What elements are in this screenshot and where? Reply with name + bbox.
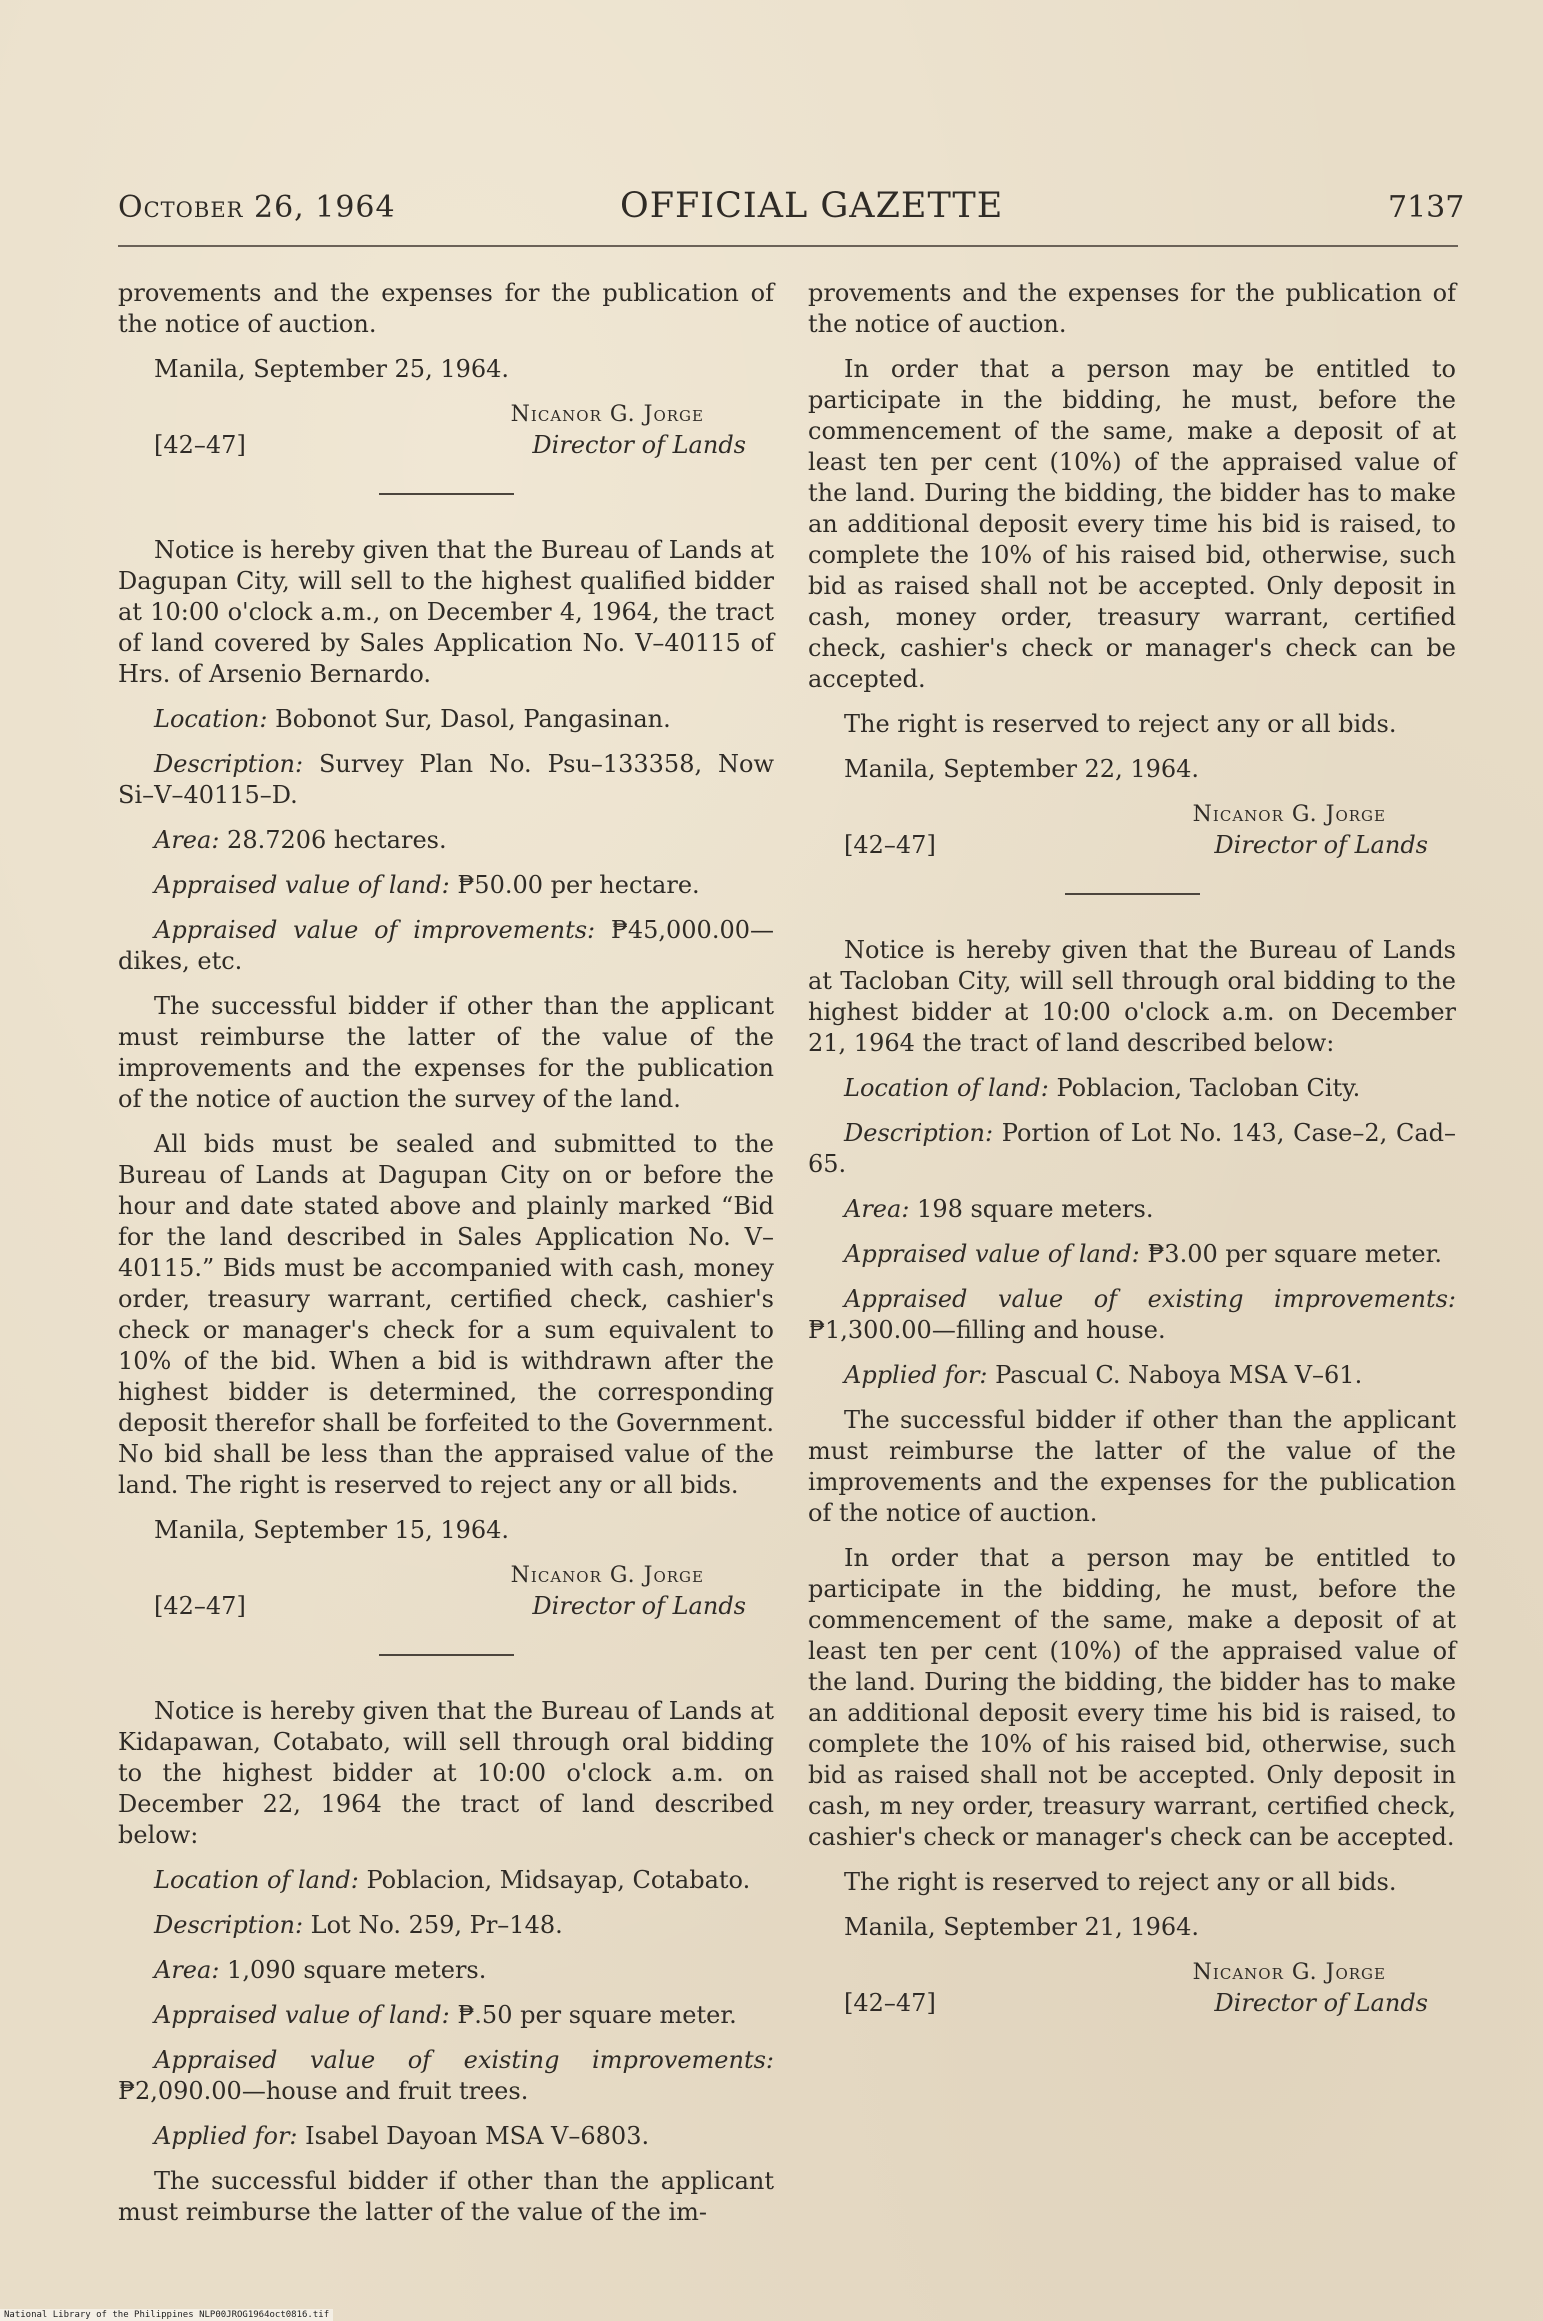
signature-block [808, 799, 1456, 869]
appraised-improvements-value: ₱1,300.00—filling and house. [808, 1316, 1166, 1344]
reimburse-paragraph: The successful bidder if other than the applicant must reimburse the latter of the value of the improvements and the expenses for the publication of the notice of auction the survey of the land. [118, 992, 774, 1113]
appraised-land-label: Appraised value of land: [844, 1240, 1140, 1268]
dateline: Manila, September 22, 1964. [844, 755, 1200, 783]
dateline: Manila, September 25, 1964. [154, 355, 510, 383]
signer-title: Director of Lands [532, 431, 746, 459]
description-line [118, 1910, 774, 1941]
applied-for-label: Applied for: [154, 2122, 298, 2150]
signer-name: Nicanor G. Jorge [510, 1563, 704, 1588]
appraised-land-line [808, 1239, 1456, 1270]
description-line [808, 1118, 1456, 1180]
publication-title: OFFICIAL GAZETTE [620, 186, 1004, 226]
appraised-land-line [118, 2000, 774, 2031]
appraised-land-value: ₱3.00 per square meter. [1147, 1240, 1443, 1268]
page-number: 7137 [1388, 190, 1465, 225]
signer-title: Director of Lands [1214, 831, 1428, 859]
notice-intro: Notice is hereby given that the Bureau of Lands at Tacloban City, will sell through oral bidding to the highest bidder at 10:00 o'clock a.m. on December 21, 1964 the tract of land described below: [808, 936, 1456, 1057]
description-value: Lot No. 259, Pr–148. [310, 1911, 563, 1939]
description-label: Description: [844, 1119, 994, 1147]
appraised-land-label: Appraised value of land: [154, 871, 450, 899]
area-label: Area: [844, 1195, 910, 1223]
area-line [808, 1194, 1456, 1225]
description-label: Description: [154, 1911, 304, 1939]
location-line [118, 704, 774, 735]
bids-paragraph: All bids must be sealed and submitted to the Bureau of Lands at Dagupan City on or before the hour and date stated above and plainly marked “Bid for the land described in Sales Application No. V–40115.” Bids must be accompanied with cash, money order, treasury warrant, certified check, cashier's check or manager's check for a sum equivalent to 10% of the bid. When a bid is withdrawn after the highest bidder is determined, the corresponding deposit therefor shall be forfeited to the Government. No bid shall be less than the appraised value of the land. The right is reserved to reject any or all bids. [118, 1130, 774, 1499]
appraised-improvements-line [118, 915, 774, 977]
left-column [118, 278, 774, 2242]
location-label: Location of land: [154, 1866, 359, 1894]
issue-number: [42–47] [154, 1592, 246, 1620]
page-header [118, 186, 1543, 240]
notice-divider [1065, 893, 1200, 895]
description-label: Description: [154, 750, 304, 778]
notice-continuation: provements and the expenses for the publication of the notice of auction. [808, 279, 1456, 338]
signature-block [118, 399, 774, 469]
header-rule [118, 245, 1458, 247]
location-label: Location of land: [844, 1074, 1049, 1102]
location-value: Poblacion, Midsayap, Cotabato. [366, 1866, 751, 1894]
signature-block [118, 1560, 774, 1630]
area-line [118, 825, 774, 856]
applied-for-line [808, 1360, 1456, 1391]
description-value: Portion of Lot No. 143, Case–2, Cad–65. [808, 1119, 1456, 1178]
applied-for-line [118, 2121, 774, 2152]
dateline: Manila, September 21, 1964. [844, 1913, 1200, 1941]
area-value: 198 square meters. [917, 1195, 1154, 1223]
signer-name: Nicanor G. Jorge [510, 402, 704, 427]
appraised-land-line [118, 870, 774, 901]
notice-continuation: provements and the expenses for the publication of the notice of auction. [118, 279, 774, 338]
notice-intro: Notice is hereby given that the Bureau of Lands at Dagupan City, will sell to the highest qualified bidder at 10:00 o'clock a.m., on December 4, 1964, the tract of land covered by Sales Application No. V–40115 of Hrs. of Arsenio Bernardo. [118, 536, 774, 688]
appraised-improvements-line [808, 1284, 1456, 1346]
appraised-improvements-label: Appraised value of existing improvements: [154, 2046, 774, 2074]
area-line [118, 1955, 774, 1986]
applied-for-label: Applied for: [844, 1361, 988, 1389]
appraised-improvements-value: ₱2,090.00—house and fruit trees. [118, 2077, 529, 2105]
description-value: Survey Plan No. Psu–133358, Now Si–V–40115–D. [118, 750, 774, 809]
reimburse-paragraph: The successful bidder if other than the applicant must reimburse the latter of the value of the improvements and the expenses for the publication of the notice of auction. [808, 1406, 1456, 1527]
signer-name: Nicanor G. Jorge [1192, 1960, 1386, 1985]
appraised-improvements-label: Appraised value of existing improvements: [844, 1285, 1456, 1313]
issue-number: [42–47] [844, 831, 936, 859]
signer-title: Director of Lands [1214, 1989, 1428, 2017]
signature-block [808, 1957, 1456, 2027]
scan-footer: National Library of the Philippines NLP00JROG1964oct0816.tif [0, 2309, 333, 2321]
notice-intro: Notice is hereby given that the Bureau of Lands at Kidapawan, Cotabato, will sell through oral bidding to the highest bidder at 10:00 o'clock a.m. on December 22, 1964 the tract of land described below: [118, 1697, 774, 1849]
deposit-paragraph: In order that a person may be entitled to participate in the bidding, he must, before the commencement of the same, make a deposit of at least ten per cent (10%) of the appraised value of the land. During the bidding, the bidder has to make an additional deposit every time his bid is raised, to complete the 10% of his raised bid, otherwise, such bid as raised shall not be accepted. Only deposit in cash, m ney order, treasury warrant, certified check, cashier's check or manager's check can be accepted. [808, 1544, 1456, 1851]
appraised-improvements-value: ₱45,000.00—dikes, etc. [118, 916, 774, 975]
reserve-paragraph: The right is reserved to reject any or all bids. [844, 1868, 1397, 1896]
notice-divider [379, 493, 514, 495]
location-value: Poblacion, Tacloban City. [1056, 1074, 1361, 1102]
applied-for-value: Pascual C. Naboya MSA V–61. [995, 1361, 1363, 1389]
location-line [808, 1073, 1456, 1104]
dateline: Manila, September 15, 1964. [154, 1516, 510, 1544]
signer-title: Director of Lands [532, 1592, 746, 1620]
appraised-improvements-label: Appraised value of improvements: [154, 916, 596, 944]
issue-date: October 26, 1964 [118, 190, 396, 225]
notice-divider [379, 1654, 514, 1656]
description-line [118, 749, 774, 811]
area-label: Area: [154, 826, 220, 854]
appraised-land-label: Appraised value of land: [154, 2001, 450, 2029]
area-value: 28.7206 hectares. [227, 826, 447, 854]
location-line [118, 1865, 774, 1896]
issue-number: [42–47] [844, 1989, 936, 2017]
reserve-paragraph: The right is reserved to reject any or all bids. [844, 710, 1397, 738]
location-label: Location: [154, 705, 268, 733]
area-value: 1,090 square meters. [227, 1956, 487, 1984]
applied-for-value: Isabel Dayoan MSA V–6803. [305, 2122, 650, 2150]
area-label: Area: [154, 1956, 220, 1984]
right-column [808, 278, 1456, 2051]
issue-number: [42–47] [154, 431, 246, 459]
appraised-land-value: ₱50.00 per hectare. [457, 871, 700, 899]
appraised-improvements-line [118, 2045, 774, 2107]
signer-name: Nicanor G. Jorge [1192, 802, 1386, 827]
location-value: Bobonot Sur, Dasol, Pangasinan. [275, 705, 671, 733]
deposit-paragraph: In order that a person may be entitled to participate in the bidding, he must, before the commencement of the same, make a deposit of at least ten per cent (10%) of the appraised value of the land. During the bidding, the bidder has to make an additional deposit every time his bid is raised, to complete the 10% of his raised bid, otherwise, such bid as raised shall not be accepted. Only deposit in cash, money order, treasury warrant, certified check, cashier's check or manager's check can be accepted. [808, 355, 1456, 693]
appraised-land-value: ₱.50 per square meter. [457, 2001, 737, 2029]
reimburse-paragraph: The successful bidder if other than the applicant must reimburse the latter of the value of the im- [118, 2167, 774, 2226]
